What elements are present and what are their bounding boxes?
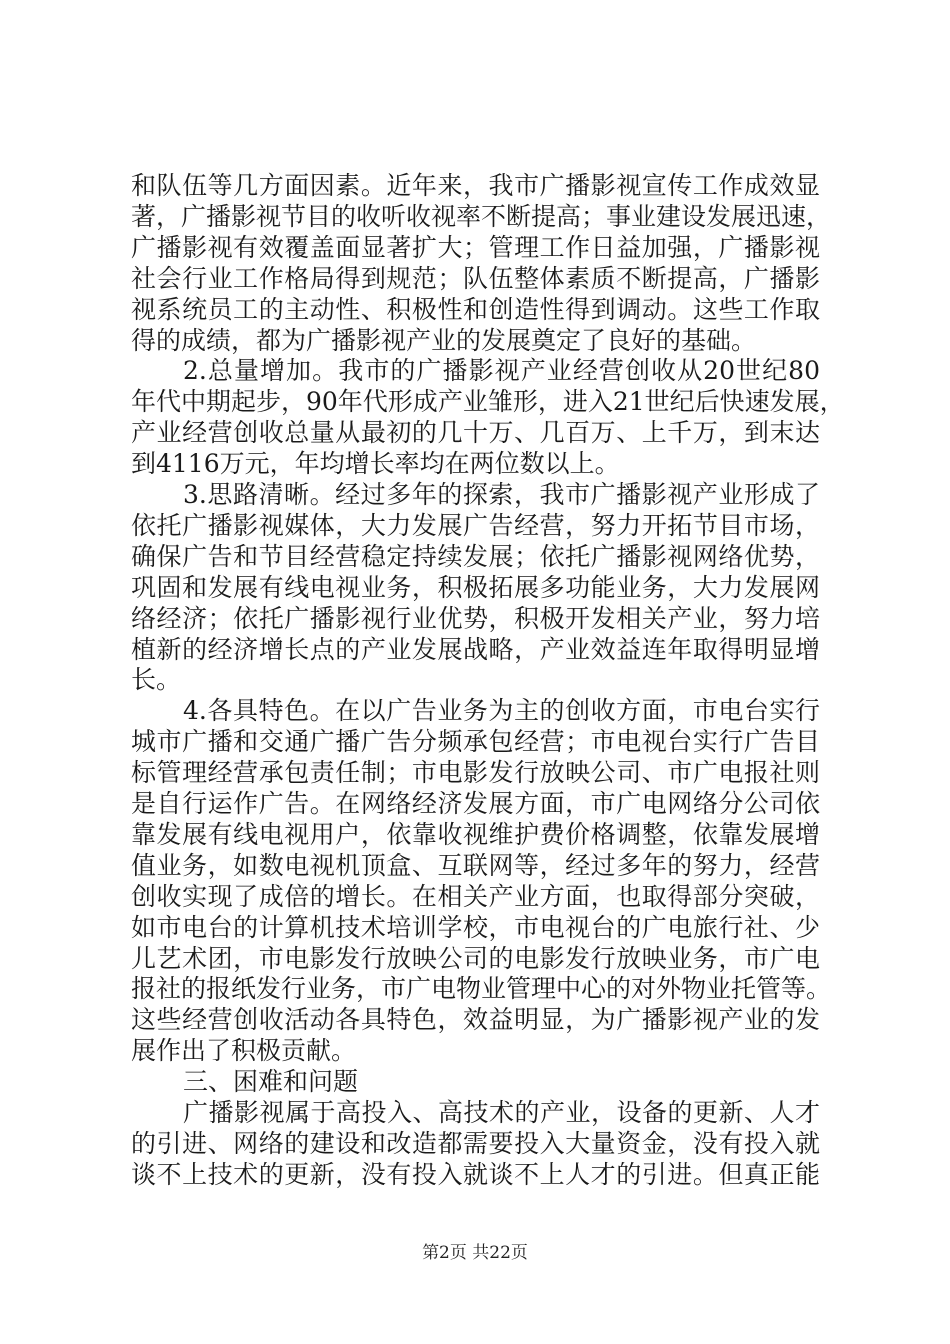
text-line: 到4116万元，年均增长率均在两位数以上。: [131, 449, 620, 479]
text-line: 植新的经济增长点的产业发展战略，产业效益连年取得明显增: [131, 634, 820, 664]
paragraph-first-line: 4.各具特色。在以广告业务为主的创收方面，市电台实行: [183, 696, 820, 726]
paragraph-first-line: 3.思路清晰。经过多年的探索，我市广播影视产业形成了: [183, 480, 820, 509]
text-line: 确保广告和节目经营稳定持续发展；依托广播影视网络优势，: [131, 541, 820, 571]
text-line: 展作出了积极贡献。: [131, 1036, 357, 1066]
text-line: 城市广播和交通广播广告分频承包经营；市电视台实行广告目: [131, 727, 820, 757]
text-line: 依托广播影视媒体，大力发展广告经营，努力开拓节目市场，: [131, 510, 820, 540]
text-line: 视系统员工的主动性、积极性和创造性得到调动。这些工作取: [131, 294, 820, 324]
text-line: 长。: [131, 665, 182, 695]
text-line: 广播影视有效覆盖面显著扩大；管理工作日益加强，广播影视: [131, 232, 820, 262]
text-line: 年代中期起步，90年代形成产业雏形，进入21世纪后快速发展，: [131, 387, 845, 417]
text-line: 值业务，如数电视机顶盒、互联网等，经过多年的努力，经营: [131, 850, 820, 880]
text-line: 谈不上技术的更新，没有投入就谈不上人才的引进。但真正能: [131, 1159, 820, 1189]
text-line: 标管理经营承包责任制；市电影发行放映公司、市广电报社则: [131, 758, 820, 788]
section-heading: 三、困难和问题: [183, 1067, 359, 1097]
text-line: 产业经营创收总量从最初的几十万、几百万、上千万，到末达: [131, 418, 820, 448]
text-line: 社会行业工作格局得到规范；队伍整体素质不断提高，广播影: [131, 263, 820, 293]
text-line: 创收实现了成倍的增长。在相关产业方面，也取得部分突破，: [131, 881, 820, 911]
paragraph-first-line: 2.总量增加。我市的广播影视产业经营创收从20世纪80: [183, 356, 820, 386]
text-line: 儿艺术团，市电影发行放映公司的电影发行放映业务，市广电: [131, 943, 820, 973]
text-line: 巩固和发展有线电视业务，积极拓展多功能业务，大力发展网: [131, 572, 820, 602]
text-line: 这些经营创收活动各具特色，效益明显，为广播影视产业的发: [131, 1005, 820, 1035]
text-line: 报社的报纸发行业务，市广电物业管理中心的对外物业托管等。: [131, 974, 832, 1004]
text-line: 得的成绩，都为广播影视产业的发展奠定了良好的基础。: [131, 325, 757, 355]
text-line: 靠发展有线电视用户，依靠收视维护费价格调整，依靠发展增: [131, 819, 820, 849]
paragraph-first-line: 广播影视属于高投入、高技术的产业，设备的更新、人才: [183, 1098, 820, 1127]
text-line: 如市电台的计算机技术培训学校，市电视台的广电旅行社、少: [131, 912, 820, 942]
text-line: 和队伍等几方面因素。近年来，我市广播影视宣传工作成效显: [131, 171, 820, 200]
page-footer: 第2页 共22页: [422, 1243, 528, 1263]
text-line: 络经济；依托广播影视行业优势，积极开发相关产业，努力培: [131, 603, 820, 633]
text-line: 是自行运作广告。在网络经济发展方面，市广电网络分公司依: [131, 789, 820, 818]
text-line: 著，广播影视节目的收听收视率不断提高；事业建设发展迅速，: [131, 201, 832, 231]
text-line: 的引进、网络的建设和改造都需要投入大量资金，没有投入就: [131, 1128, 820, 1158]
